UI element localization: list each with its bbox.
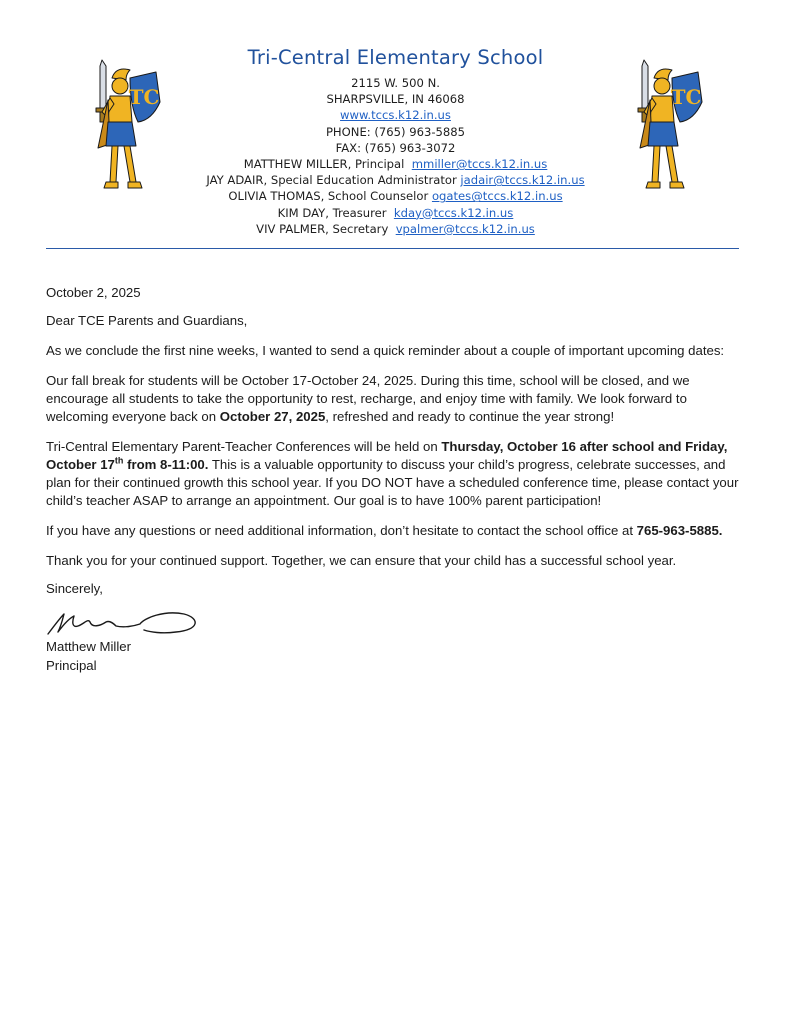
email-link[interactable]: ogates@tccs.k12.in.us <box>431 189 563 204</box>
letterhead <box>150 46 641 237</box>
closing: Sincerely, <box>46 581 103 596</box>
paragraph-thanks: Thank you for your continued support. Together, we can ensure that your child has a successful school year. <box>46 553 677 568</box>
paragraph-fall-break: Our fall break for students will be October 17-October 24, 2025. During this time, school will be closed, and we encourage all students to take the opportunity to rest, recharge, and enjoy time with family. We look forward to welcoming everyone back on October 27, 2025, refreshed and ready to continue the year strong! <box>46 373 690 424</box>
phone-number: PHONE: (765) 963-5885 <box>325 124 466 139</box>
signer-block <box>46 638 131 675</box>
paragraph-intro: As we conclude the first nine weeks, I wanted to send a quick reminder about a couple of important upcoming dates: <box>46 343 725 358</box>
signer-name: Matthew Miller <box>46 639 132 654</box>
svg-text:TC: TC <box>670 85 702 109</box>
letter-date: October 2, 2025 <box>46 285 141 300</box>
address-line-1: 2115 W. 500 N. <box>351 76 440 90</box>
staff-sped-admin: JAY ADAIR, Special Education Administrator jadair@tccs.k12.in.us <box>206 173 585 188</box>
signature-image <box>44 604 204 640</box>
address-line-2: SHARPSVILLE, IN 46068 <box>326 92 465 107</box>
school-name: Tri-Central Elementary School <box>247 46 544 69</box>
letter-body <box>46 284 746 582</box>
email-link[interactable]: kday@tccs.k12.in.us <box>393 205 514 220</box>
fax-number: FAX: (765) 963-3072 <box>335 140 456 155</box>
trojan-mascot-right-icon <box>628 56 704 204</box>
email-link[interactable]: vpalmer@tccs.k12.in.us <box>395 221 535 236</box>
website-link[interactable]: www.tccs.k12.in.us <box>340 108 451 123</box>
header-divider <box>46 248 739 249</box>
svg-text:TC: TC <box>128 85 160 109</box>
staff-principal: MATTHEW MILLER, Principal mmiller@tccs.k12.in.us <box>243 157 548 172</box>
staff-treasurer: KIM DAY, Treasurer kday@tccs.k12.in.us <box>277 205 514 220</box>
email-link[interactable]: mmiller@tccs.k12.in.us <box>411 157 548 172</box>
staff-counselor: OLIVIA THOMAS, School Counselor ogates@tccs.k12.in.us <box>228 189 563 204</box>
paragraph-contact: If you have any questions or need additional information, don’t hesitate to contact the school office at 765-963-5885. <box>46 523 723 538</box>
email-link[interactable]: jadair@tccs.k12.in.us <box>460 173 585 188</box>
signer-title: Principal <box>46 657 97 673</box>
greeting: Dear TCE Parents and Guardians, <box>46 313 248 328</box>
paragraph-conferences: Tri-Central Elementary Parent-Teacher Conferences will be held on Thursday, October 16 after school and Friday, October 17th from 8-11:00. This is a valuable opportunity to discuss your child’s progress, celebrate successes, and plan for their continued growth this school year. If you DO NOT have a scheduled conference time, please contact your child’s teacher ASAP to arrange an appointment. Our goal is to have 100% parent participation! <box>46 439 739 508</box>
staff-secretary: VIV PALMER, Secretary vpalmer@tccs.k12.in.us <box>256 221 535 236</box>
